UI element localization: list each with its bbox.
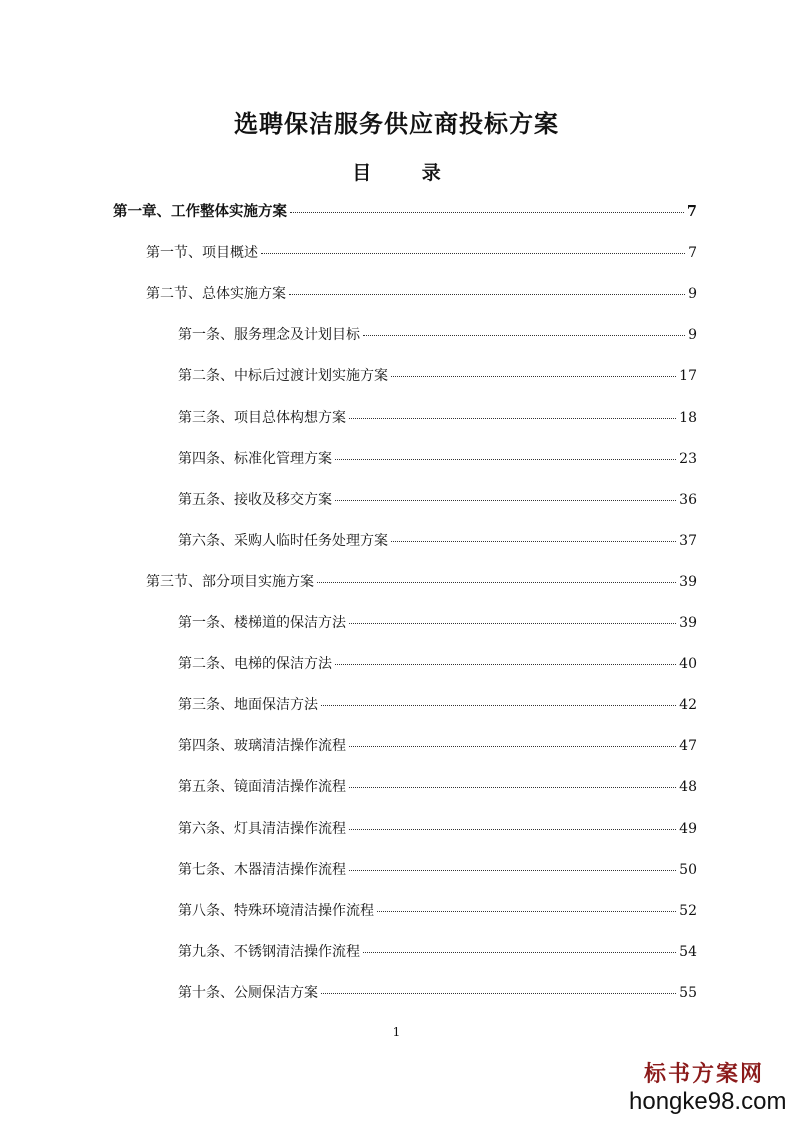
toc-dot-leader — [349, 829, 676, 830]
toc-entry[interactable] — [178, 983, 697, 1003]
toc-entry[interactable] — [178, 449, 697, 469]
toc-entry-page-number: 54 — [679, 944, 697, 960]
toc-entry-label: 第七条、木器清洁操作流程 — [178, 862, 346, 878]
toc-entry-label: 第三条、项目总体构想方案 — [178, 410, 346, 426]
toc-entry-label: 第一条、楼梯道的保洁方法 — [178, 615, 346, 631]
toc-entry[interactable] — [146, 572, 697, 592]
toc-entry[interactable] — [146, 243, 697, 263]
toc-entry-label: 第四条、标准化管理方案 — [178, 451, 332, 467]
toc-entry-page-number: 52 — [679, 903, 697, 919]
toc-entry[interactable] — [178, 860, 697, 880]
toc-entry-label: 第三条、地面保洁方法 — [178, 697, 318, 713]
toc-entry-page-number: 36 — [679, 492, 697, 508]
toc-dot-leader — [349, 623, 676, 624]
toc-entry[interactable] — [178, 531, 697, 551]
toc-entry-label: 第五条、镜面清洁操作流程 — [178, 779, 346, 795]
toc-entry-page-number: 40 — [679, 656, 697, 672]
toc-entry-label: 第三节、部分项目实施方案 — [146, 574, 314, 590]
toc-entry-label: 第二条、中标后过渡计划实施方案 — [178, 368, 388, 384]
toc-entry[interactable] — [178, 777, 697, 797]
toc-entry[interactable] — [146, 284, 697, 304]
toc-dot-leader — [391, 541, 676, 542]
toc-entry-label: 第八条、特殊环境清洁操作流程 — [178, 903, 374, 919]
page-number: 1 — [392, 1025, 401, 1039]
toc-entry-page-number: 7 — [688, 245, 697, 261]
toc-entry-page-number: 47 — [679, 738, 697, 754]
toc-entry[interactable] — [178, 942, 697, 962]
toc-dot-leader — [335, 664, 676, 665]
toc-entry[interactable] — [178, 408, 697, 428]
toc-dot-leader — [349, 787, 676, 788]
toc-entry-page-number: 9 — [688, 286, 697, 302]
toc-dot-leader — [363, 952, 676, 953]
toc-dot-leader — [349, 746, 676, 747]
toc-dot-leader — [289, 294, 685, 295]
toc-entry[interactable] — [178, 819, 697, 839]
toc-entry-page-number: 42 — [679, 697, 697, 713]
toc-entry-page-number: 37 — [679, 533, 697, 549]
toc-entry-label: 第六条、灯具清洁操作流程 — [178, 821, 346, 837]
watermark-url-text: hongke98.com — [629, 1088, 787, 1115]
toc-entry-page-number: 39 — [679, 615, 697, 631]
toc-dot-leader — [363, 335, 685, 336]
toc-entry-page-number: 50 — [679, 862, 697, 878]
toc-entry[interactable] — [178, 901, 697, 921]
toc-dot-leader — [349, 418, 676, 419]
toc-dot-leader — [335, 459, 676, 460]
toc-entry-page-number: 17 — [679, 368, 697, 384]
toc-dot-leader — [335, 500, 676, 501]
toc-entry[interactable] — [178, 366, 697, 386]
toc-entry-page-number: 39 — [679, 574, 697, 590]
toc-entry-label: 第二条、电梯的保洁方法 — [178, 656, 332, 672]
toc-entry-label: 第二节、总体实施方案 — [146, 286, 286, 302]
toc-dot-leader — [349, 870, 676, 871]
document-title: 选聘保洁服务供应商投标方案 — [234, 109, 559, 138]
toc-entry[interactable] — [178, 695, 697, 715]
toc-entry[interactable] — [113, 202, 697, 222]
watermark-logo — [629, 1062, 787, 1116]
toc-entry[interactable] — [178, 490, 697, 510]
toc-dot-leader — [391, 376, 676, 377]
toc-entry[interactable] — [178, 325, 697, 345]
toc-entry-label: 第六条、采购人临时任务处理方案 — [178, 533, 388, 549]
toc-entry-page-number: 23 — [679, 451, 697, 467]
toc-entry-label: 第五条、接收及移交方案 — [178, 492, 332, 508]
toc-entry-page-number: 18 — [679, 410, 697, 426]
toc-entry-page-number: 9 — [688, 327, 697, 343]
toc-dot-leader — [377, 911, 676, 912]
toc-dot-leader — [261, 253, 685, 254]
toc-entry-label: 第一条、服务理念及计划目标 — [178, 327, 360, 343]
toc-entry[interactable] — [178, 654, 697, 674]
toc-entry[interactable] — [178, 736, 697, 756]
toc-entry-page-number: 48 — [679, 779, 697, 795]
toc-dot-leader — [321, 993, 676, 994]
toc-entry-label: 第一章、工作整体实施方案 — [113, 203, 287, 220]
toc-entry-label: 第四条、玻璃清洁操作流程 — [178, 738, 346, 754]
toc-entry-label: 第一节、项目概述 — [146, 245, 258, 261]
watermark-brand-text: 标书方案网 — [643, 1062, 764, 1087]
toc-entry-page-number: 55 — [679, 985, 697, 1001]
toc-entry-page-number: 49 — [679, 821, 697, 837]
toc-entry-page-number: 7 — [686, 203, 697, 220]
toc-dot-leader — [321, 705, 676, 706]
toc-heading: 目 录 — [352, 162, 463, 184]
toc-dot-leader — [317, 582, 676, 583]
toc-entry-label: 第十条、公厕保洁方案 — [178, 985, 318, 1001]
toc-entry-label: 第九条、不锈钢清洁操作流程 — [178, 944, 360, 960]
toc-dot-leader — [290, 212, 684, 213]
toc-entry[interactable] — [178, 613, 697, 633]
